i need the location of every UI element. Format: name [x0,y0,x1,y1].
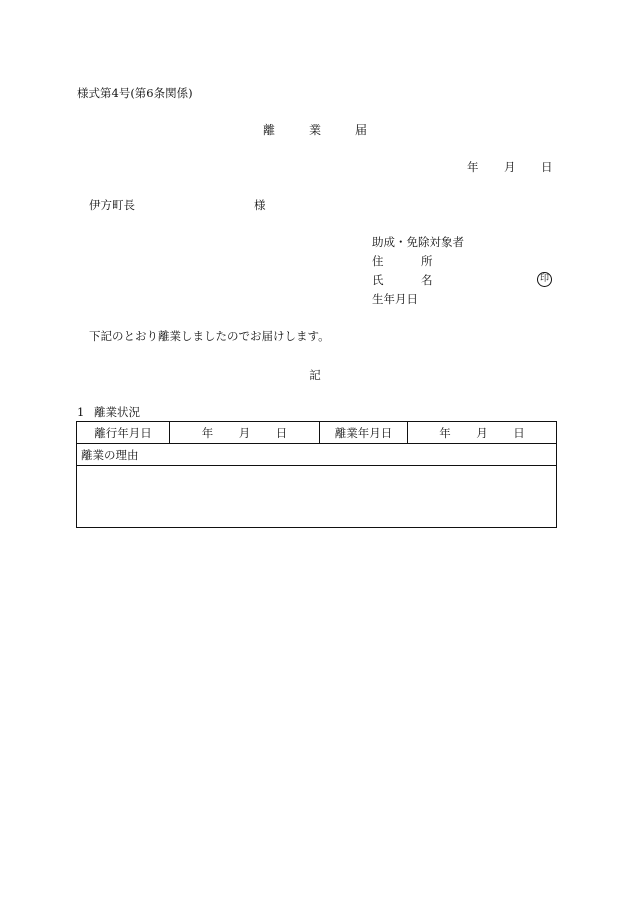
applicant-heading: 助成・免除対象者 [372,235,464,249]
seal-mark: 印 [537,272,552,287]
statement-text: 下記のとおり離業しましたのでお届けします。 [89,329,330,343]
submission-date [467,160,553,174]
section-heading [77,405,140,419]
reason-field[interactable] [77,466,557,528]
status-table [76,421,557,528]
date-cell[interactable]: 年 月 日 [408,422,557,444]
applicant-birthdate-label: 生年月日 [372,292,418,306]
form-number-label: 様式第4号(第6条関係) [77,86,193,100]
date-year: 年 [467,160,479,174]
title-char: 届 [354,123,367,137]
header-cell: 離行年月日 [77,422,170,444]
reason-label: 離業の理由 [77,444,557,466]
table-row [77,466,557,528]
section-title: 離業状況 [94,405,140,419]
honorific: 様 [254,198,266,212]
applicant-block [372,235,464,311]
title-char: 離 [262,123,275,137]
applicant-address-label: 住 所 [372,254,433,268]
document-title [0,123,630,137]
section-number: 1 [77,405,85,419]
title-char: 業 [308,123,321,137]
date-day: 日 [541,160,553,174]
applicant-name-label: 氏 名 [372,273,433,287]
table-row [77,422,557,444]
ki-heading: 記 [309,368,321,382]
date-cell[interactable]: 年 月 日 [170,422,320,444]
addressee: 伊方町長 [89,198,135,212]
table-row [77,444,557,466]
date-month: 月 [504,160,516,174]
header-cell: 離業年月日 [320,422,408,444]
